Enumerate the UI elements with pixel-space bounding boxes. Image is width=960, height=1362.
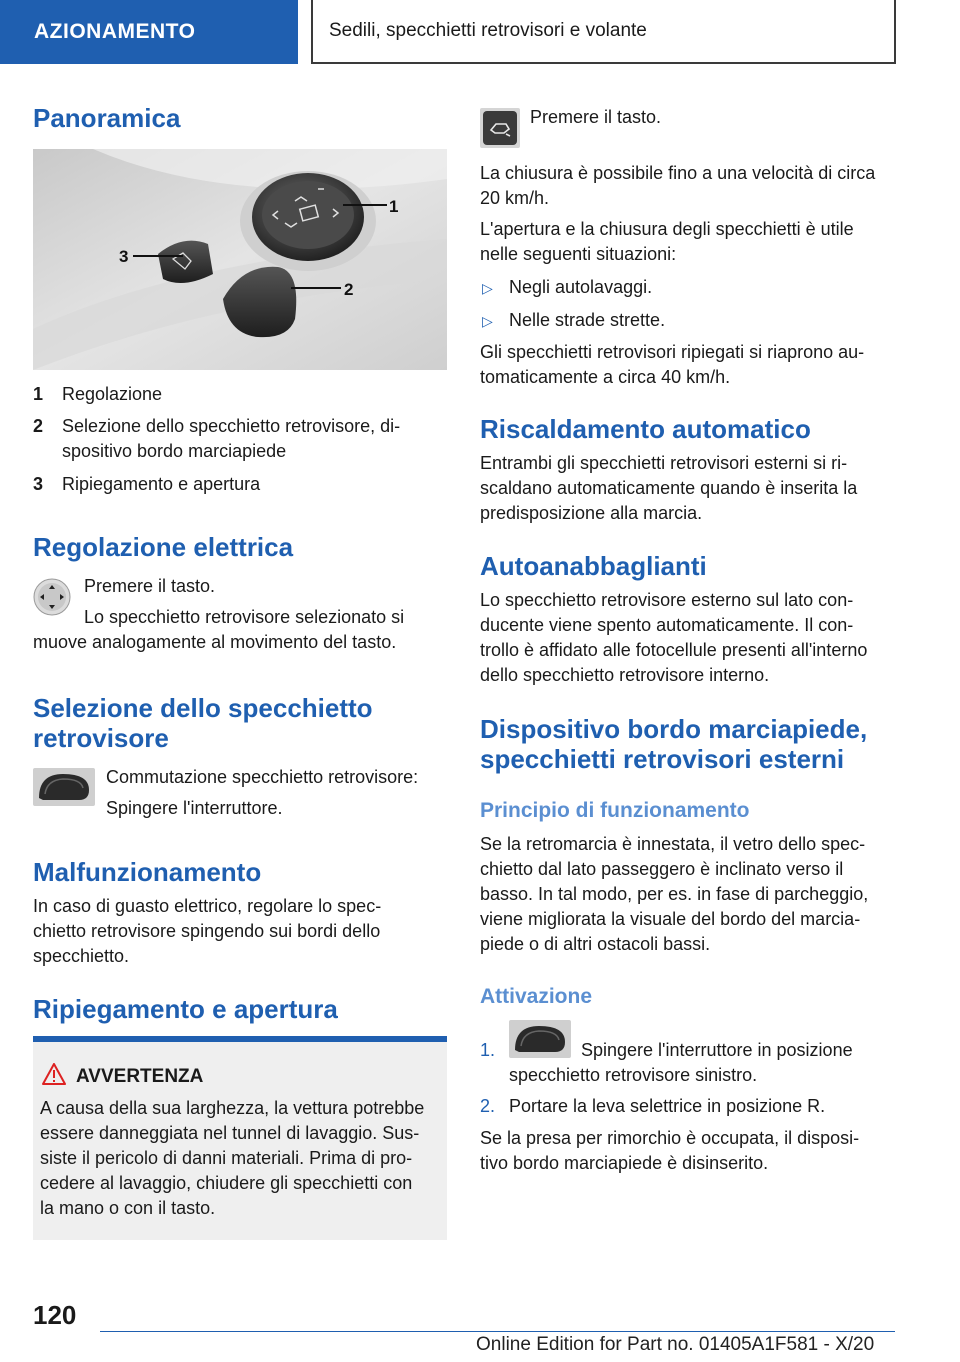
- figure-label-1: 1: [389, 197, 399, 216]
- principle-text-5: piede o di altri ostacoli bassi.: [480, 934, 711, 954]
- legend-text-3: Ripiegamento e apertura: [62, 474, 261, 494]
- close-text-2: 20 km/h.: [480, 188, 550, 208]
- close-text-1: La chiusura è possibile fino a una velocità di circa: [480, 163, 876, 183]
- malfunction-text-3: specchietto.: [33, 946, 130, 966]
- malfunction-text-2: chietto retrovisore spingendo sui bordi dello: [33, 921, 381, 941]
- legend-text-2b: spositivo bordo marciapiede: [62, 441, 287, 461]
- principle-heading: Principio di funzionamento: [480, 799, 750, 822]
- dimming-text-1: Lo specchietto retrovisore esterno sul lato con-: [480, 590, 854, 610]
- principle-text-3: basso. In tal modo, per es. in fase di parcheggio,: [480, 884, 869, 904]
- figure-label-3: 3: [119, 247, 129, 266]
- warning-text-5: la mano o con il tasto.: [40, 1198, 216, 1218]
- electric-text-1: Premere il tasto.: [84, 576, 216, 596]
- select-text-2: Spingere l'interruttore.: [106, 798, 283, 818]
- warning-title: AVVERTENZA: [76, 1066, 204, 1087]
- malfunction-text-1: In caso di guasto elettrico, regolare lo spec-: [33, 896, 382, 916]
- dimming-text-4: dello specchietto retrovisore interno.: [480, 665, 770, 685]
- mirror-switch-icon: [33, 768, 95, 806]
- select-heading-1: Selezione dello specchietto: [33, 693, 373, 723]
- section-title: AZIONAMENTO: [34, 20, 196, 43]
- select-heading-2: retrovisore: [33, 723, 169, 753]
- curb-heading-1: Dispositivo bordo marciapiede,: [480, 714, 868, 744]
- step-1-text-1: Spingere l'interruttore in posizione: [581, 1040, 853, 1060]
- warning-text-4: cedere al lavaggio, chiudere gli specchietti con: [40, 1173, 413, 1193]
- warning-triangle-icon: [42, 1063, 66, 1085]
- useful-text-1: L'apertura e la chiusura degli specchietti è utile: [480, 219, 854, 239]
- bullet-1: Negli autolavaggi.: [509, 277, 653, 297]
- warning-text-2: essere danneggiata nel tunnel di lavaggio. Sus-: [40, 1123, 420, 1143]
- figure-label-2: 2: [344, 280, 354, 299]
- step-1-text-2: specchietto retrovisore sinistro.: [509, 1065, 758, 1085]
- heating-text-2: scaldano automaticamente quando è inserita la: [480, 478, 858, 498]
- page-number: 120: [33, 1300, 77, 1330]
- footer-edition: Online Edition for Part no. 01405A1F581 - X/20: [476, 1334, 875, 1355]
- useful-text-2: nelle seguenti situazioni:: [480, 244, 677, 264]
- curb-heading-2: specchietti retrovisori esterni: [480, 744, 845, 774]
- warning-text-3: siste il pericolo di danni materiali. Prima di pro-: [40, 1148, 413, 1168]
- press-text: Premere il tasto.: [530, 107, 662, 127]
- mirror-controls-illustration: [33, 149, 447, 370]
- bullet-triangle-icon: ▷: [482, 280, 493, 296]
- electric-text-2: Lo specchietto retrovisore selezionato si: [84, 607, 405, 627]
- section-tab: [0, 0, 298, 64]
- principle-text-2: chietto dal lato passeggero è inclinato verso il: [480, 859, 844, 879]
- chapter-header: [311, 0, 896, 64]
- select-text-1: Commutazione specchietto retrovisore:: [106, 767, 419, 787]
- chapter-title: Sedili, specchietti retrovisori e volante: [329, 20, 647, 41]
- heating-heading: Riscaldamento automatico: [480, 414, 811, 444]
- step-num-1: 1.: [480, 1040, 496, 1060]
- fold-button-icon: [480, 108, 520, 148]
- principle-text-1: Se la retromarcia è innestata, il vetro dello spec-: [480, 834, 866, 854]
- reopen-text-1: Gli specchietti retrovisori ripiegati si riaprono au-: [480, 342, 865, 362]
- bullet-2: Nelle strade strette.: [509, 310, 666, 330]
- warning-text-1: A causa della sua larghezza, la vettura potrebbe: [40, 1098, 425, 1118]
- legend-text-2a: Selezione dello specchietto retrovisore, di-: [62, 416, 401, 436]
- bullet-triangle-icon: ▷: [482, 313, 493, 329]
- reopen-text-2: tomaticamente a circa 40 km/h.: [480, 367, 731, 387]
- mirror-adjust-button-icon: [33, 578, 71, 616]
- electric-text-3: muove analogamente al movimento del tasto.: [33, 632, 397, 652]
- overview-heading: Panoramica: [33, 103, 181, 133]
- fold-heading: Ripiegamento e apertura: [33, 994, 338, 1024]
- heating-text-1: Entrambi gli specchietti retrovisori esterni si ri-: [480, 453, 848, 473]
- dimming-text-2: ducente viene spento automaticamente. Il con-: [480, 615, 854, 635]
- dimming-text-3: trollo è affidato alle fotocellule presenti all'interno: [480, 640, 868, 660]
- malfunction-heading: Malfunzionamento: [33, 857, 262, 887]
- mirror-switch-icon: [509, 1020, 571, 1058]
- step-2-text: Portare la leva selettrice in posizione R.: [509, 1096, 826, 1116]
- legend-text-1: Regolazione: [62, 384, 163, 404]
- step-num-2: 2.: [480, 1096, 496, 1116]
- electric-heading: Regolazione elettrica: [33, 532, 294, 562]
- legend-num-3: 3: [33, 474, 44, 494]
- heating-text-3: predisposizione alla marcia.: [480, 503, 703, 523]
- legend-num-1: 1: [33, 384, 44, 404]
- principle-text-4: viene migliorata la visuale del bordo del marcia-: [480, 909, 861, 929]
- dimming-heading: Autoanabbaglianti: [480, 551, 707, 581]
- trailer-text-2: tivo bordo marciapiede è disinserito.: [480, 1153, 769, 1173]
- legend-num-2: 2: [33, 416, 44, 436]
- activation-heading: Attivazione: [480, 985, 593, 1008]
- trailer-text-1: Se la presa per rimorchio è occupata, il disposi-: [480, 1128, 860, 1148]
